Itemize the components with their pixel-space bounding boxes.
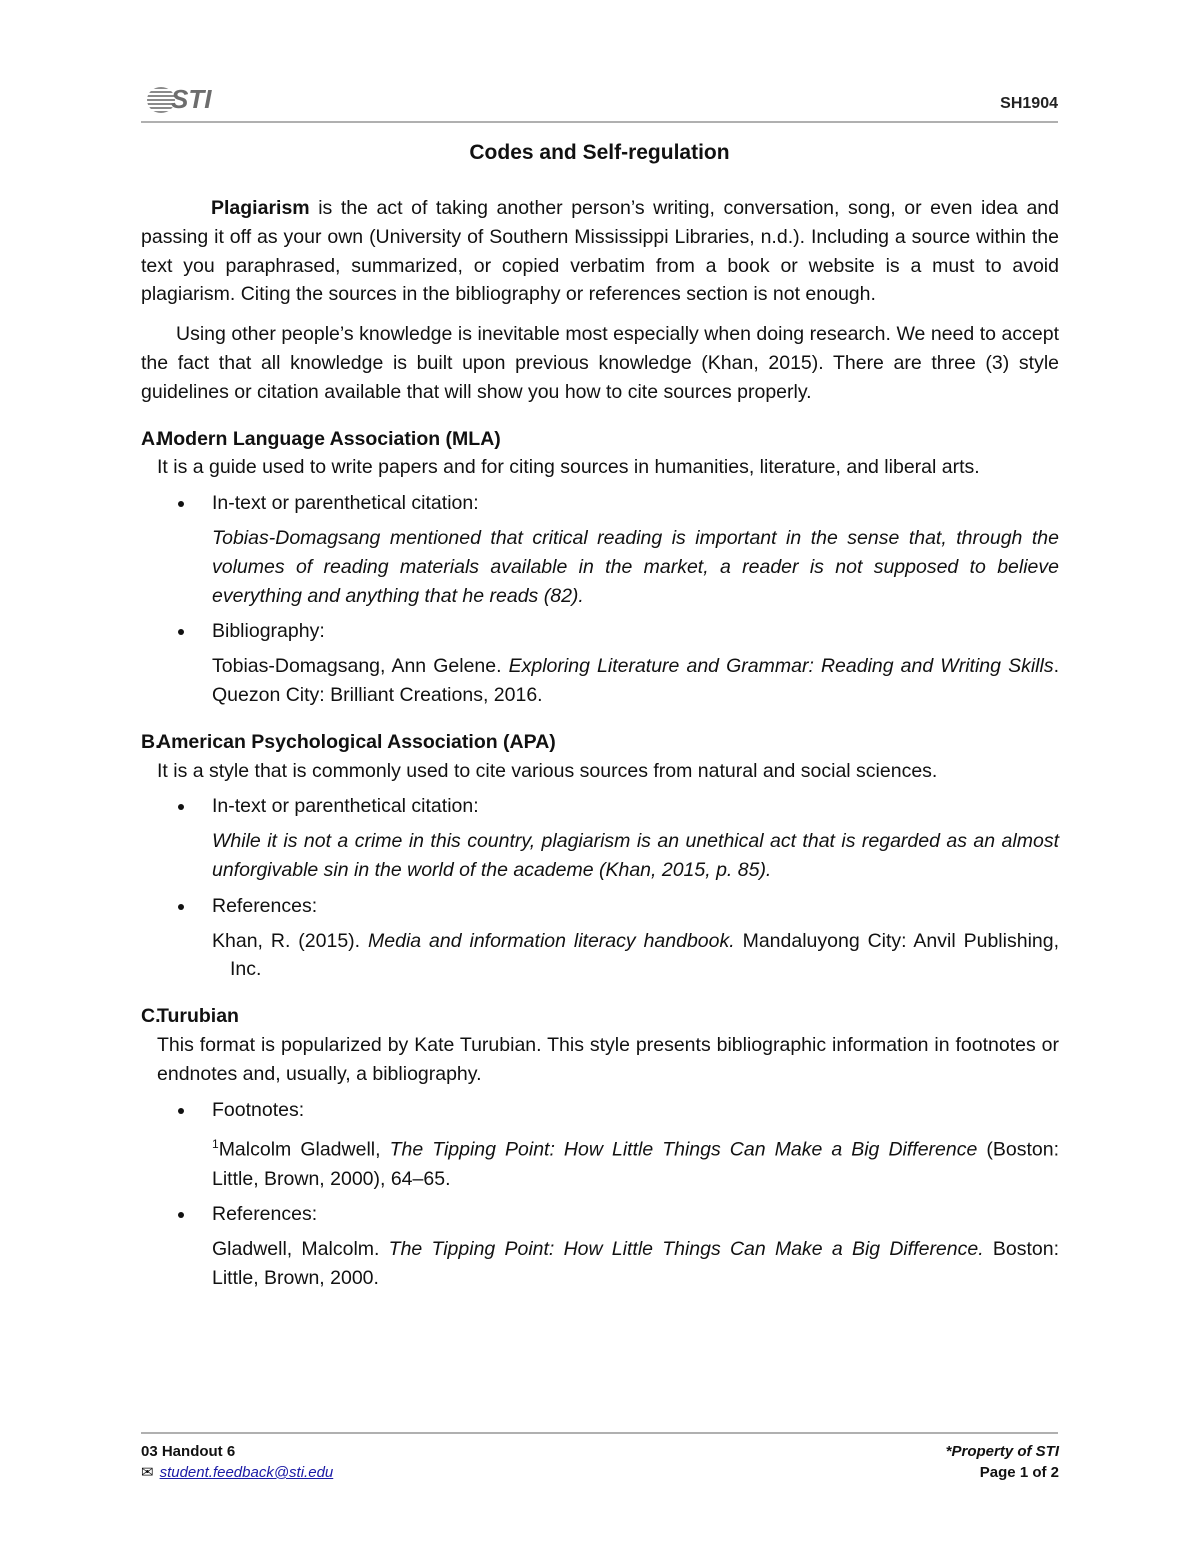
- section-mla: [141, 425, 1059, 710]
- sti-logo: [147, 84, 211, 115]
- section-description: It is a guide used to write papers and for citing sources in humanities, literature, and liberal arts.: [157, 456, 980, 479]
- section-apa: [141, 728, 1059, 984]
- bullet-references: References:: [141, 892, 1059, 921]
- page-header: [141, 80, 1058, 120]
- envelope-icon: ✉: [141, 1464, 154, 1481]
- section-description: This format is popularized by Kate Turubian. This style presents bibliographic information in footnotes or endnotes and, usually, a bibliography.: [157, 1033, 1059, 1085]
- footnote-entry: $^1$Malcolm Gladwell, The Tipping Point: How Little Things Can Make a Big Difference (Boston: Little, Brown, 2000), 64–65.: [212, 1137, 1059, 1190]
- footer-divider: [141, 1432, 1058, 1434]
- page-title: Codes and Self-regulation: [469, 141, 730, 164]
- intro-paragraph-1: Plagiarism is the act of taking another person’s writing, conversation, song, or even idea and passing it off as your own (University of Southern Mississippi Libraries, n.d.). Including a source within the text you paraphrased, summarized, or copied verbatim from a book or website is a must to avoid plagiarism. Citing the sources in the bibliography or references section is not enough.: [141, 197, 1059, 306]
- feedback-email-link[interactable]: student.feedback@sti.edu: [159, 1464, 334, 1481]
- bibliography-entry: Tobias-Domagsang, Ann Gelene. Exploring Literature and Grammar: Reading and Writing Skills. Quezon City: Brilliant Creations, 2016.: [212, 655, 1059, 706]
- header-divider: [141, 121, 1058, 123]
- logo-text: STI: [171, 84, 212, 114]
- intro-paragraph-2: Using other people’s knowledge is inevitable most especially when doing research. We need to accept the fact that all knowledge is built upon previous knowledge (Khan, 2015). There are three (3) style guidelines or citation available that will show you how to cite sources properly.: [141, 323, 1059, 403]
- bullet-footnotes: Footnotes:: [141, 1096, 1059, 1125]
- document-code: SH1904: [1000, 95, 1058, 112]
- section-heading: B. American Psychological Association (APA): [141, 730, 556, 753]
- handout-label: 03 Handout 6: [141, 1443, 236, 1460]
- bullet-intext: In-text or parenthetical citation:: [141, 489, 1059, 518]
- reference-entry: Gladwell, Malcolm. The Tipping Point: How Little Things Can Make a Big Difference. Boston: Little, Brown, 2000.: [212, 1238, 1059, 1289]
- page-number: Page 1 of 2: [979, 1464, 1059, 1481]
- document-body: [141, 194, 1059, 1293]
- section-heading: A. Modern Language Association (MLA): [141, 427, 501, 450]
- term-plagiarism: Plagiarism: [211, 197, 310, 219]
- bullet-bibliography: Bibliography:: [141, 617, 1059, 646]
- section-description: It is a style that is commonly used to cite various sources from natural and social sciences.: [157, 759, 938, 782]
- citation-example: While it is not a crime in this country, plagiarism is an unethical act that is regarded as an almost unforgivable sin in the world of the academe (Khan, 2015, p. 85).: [212, 830, 1059, 881]
- section-heading: C. Turubian: [141, 1005, 239, 1028]
- reference-entry: Khan, R. (2015). Media and information literacy handbook. Mandaluyong City: Anvil Publishing, Inc.: [212, 929, 1060, 981]
- citation-example: Tobias-Domagsang mentioned that critical reading is important in the sense that, through the volumes of reading materials available in the market, a reader is not supposed to believe everything and anything that he reads (82).: [212, 526, 1059, 607]
- section-turubian: [141, 1002, 1059, 1293]
- bullet-references: References:: [141, 1200, 1059, 1229]
- property-label: *Property of STI: [945, 1443, 1059, 1460]
- bullet-intext: In-text or parenthetical citation:: [141, 792, 1059, 821]
